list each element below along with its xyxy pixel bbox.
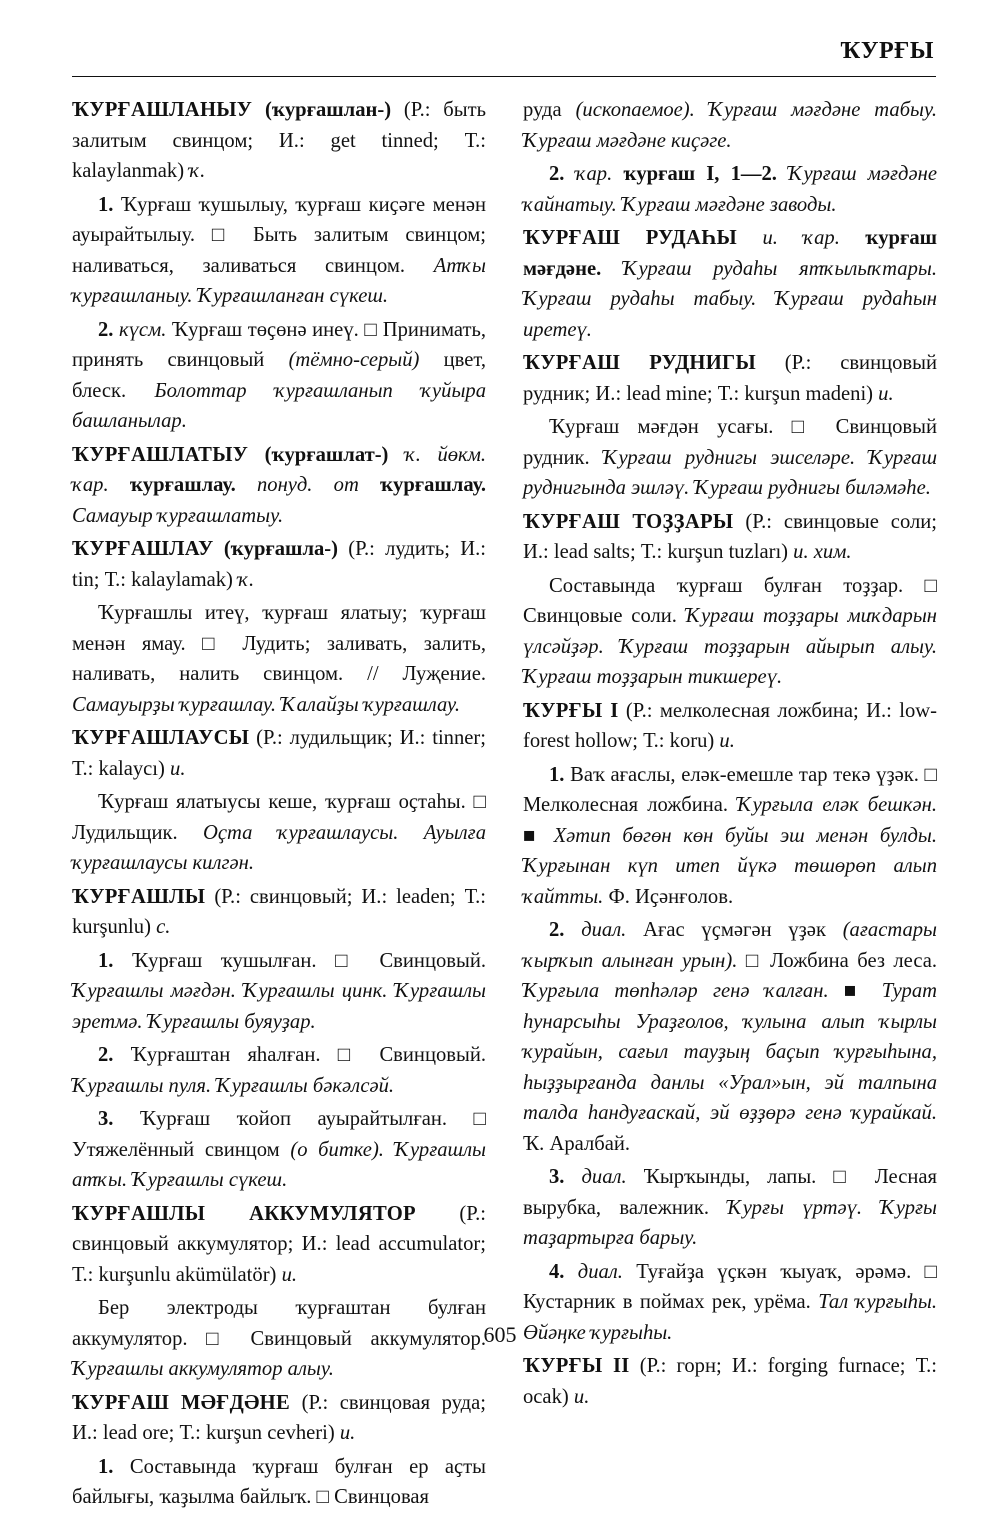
sense-paragraph [523,348,937,409]
headword: ҠУРҒАШ ТОҘҘАРЫ [523,510,734,533]
entry-text: ■ [828,980,882,1002]
entry-text: и. [719,730,735,752]
entry-paragraph [523,696,937,757]
headword: ҠУРҒЫ II [523,1355,630,1377]
sense-paragraph [523,412,937,504]
entry-paragraph [72,882,486,943]
entry-text: Ҡурғаш мәғдәне ҡайнатыу. Ҡурғаш мәғдәне заводы. [523,163,937,216]
entry-text: (Р.: лудить; И.: tin; Т.: kalaylamak) [72,538,486,591]
entry-text: Хәтип бөгөн көн буйы эш менән булды. Ҡурғынан күп итеп йүкә төшөрөп алып ҡайтты. [523,824,937,908]
sense-paragraph [72,1040,486,1101]
entry-text: ҡар. [564,163,613,185]
sense-paragraph [523,915,937,1159]
entry-text: Ҡурғыла төпһәләр генә ҡалған. [523,980,829,1002]
entry-text: понуд. от [235,474,359,496]
entry-text: 2. [549,163,565,185]
entry-text: Ҡ. Аралбай. [523,1132,631,1155]
entry-text: Самауырҙы ҡурғашлау. Ҡалайҙы ҡурғашлау. [72,693,460,716]
headword: ҠУРҒАШ РУДНИГЫ [523,352,756,374]
entry-text: Бер электроды ҡурғаштан булған аккумулятор. □ Свинцовый аккумулятор. [72,1297,486,1350]
entry-text: Ҡурғыла еләк бешкән. [737,794,937,816]
entry-paragraph [72,95,486,187]
sense-paragraph [523,1351,937,1412]
sense-paragraph [523,1162,937,1254]
header-rule [72,76,936,77]
sense-paragraph [523,159,937,220]
sense-paragraph [523,760,937,913]
entry-text: (Р.: свинцовый; И.: leaden; Т.: kurşunlu) [72,885,486,938]
entry-text: и. [281,1263,298,1286]
entry-text: Самауыр ҡурғашлатыу. [72,504,284,527]
entry-text: Ҡурғашлы мәғдән. Ҡурғашлы цинк. Ҡурғашлы эретмә. Ҡурғашлы буяуҙар. [72,980,486,1033]
sense-paragraph [72,946,486,1038]
entry-text: Ҡурғаш тоҙҙары миҡдарын үлсәйҙәр. Ҡурғаш тоҙҙарын айырып алыу. Ҡурғаш тоҙҙарын тикшереү. [523,605,937,688]
entry-text: Ваҡ ағаслы, еләк-емешле тар текә үҙәк. □ Мелколесная ложбина. [523,763,937,816]
headword: ҠУРҒАШЛАУСЫ [72,727,250,749]
entry-text: (Р.: мелколесная ложбина; И.: low-forest hollow; Т.: koru) [523,699,937,752]
entry-text: и. [339,1422,356,1444]
entry-text: и. хим. [793,541,852,563]
entry-text: с. [156,916,171,938]
entry-text: Составында ҡурғаш булған тоҙҙар. □ Свинцовые соли. [523,574,937,627]
sense-paragraph [523,223,937,345]
headword: ҠУРҒАШЛЫ [72,885,206,908]
entry-text: (ҡурғашла-) [213,538,339,560]
entry-text: 2. [549,919,565,941]
entry-text: (ҡурғашлат-) [248,443,389,466]
entry-text: 2. [98,1044,114,1066]
entry-text: Ҡурғашлы аккумулятор алыу. [72,1358,334,1380]
entry-text: (Р.: быть залитым свинцом; И.: get tinned; Т.: kalaylanmak) [72,99,486,182]
sense-paragraph [72,190,486,312]
entry-text: (ҡурғашлан-) [252,99,392,121]
headword: ҠУРҒАШЛАНЫУ [72,99,253,121]
entry-text: (ископаемое). Ҡурғаш мәғдәне табыу. Ҡурғаш мәғдәне киҫәге. [523,99,937,152]
page-number: 605 [483,1322,517,1347]
entry-text: Ағас үҫмәгән үҙәк [626,919,843,941]
entry-text: Ҡурғаш мәғдән усағы. □ Свинцовый рудник. [523,416,937,469]
entry-text: 1. [98,193,114,216]
entry-text: Ҡурғаш ҡойоп ауырайтылған. □ Утяжелённый свинцом [72,1108,486,1161]
entry-text: Болоттар ҡурғашланып ҡуйыра башланылар. [72,379,486,432]
headword: ҠУРҒАШЛЫ АККУМУЛЯТОР [72,1202,416,1225]
entry-text: (Р.: свинцовые соли; И.: lead salts; Т.: kurşun tuzları) [523,510,937,563]
entry-paragraph [72,534,486,595]
entry-text: Ҡурғаш ҡушылыу, ҡурғаш киҫәге менән ауырайтылыу. □ Быть залитым свинцом; наливаться, заливаться свинцом. [72,193,486,277]
entry-text: Ҡурғашлы итеү, ҡурғаш ялатыу; ҡурғаш менән ямау. □ Лудить; заливать, залить, наливать, налить свинцом. // Луҗение. [72,602,486,685]
entry-text: Атҡы ҡурғашланыу. Ҡурғашланған сүкеш. [72,254,486,307]
entry-text: 1. [549,763,565,786]
running-head: ҠУРҒЫ [840,38,934,64]
entry-paragraph [523,507,937,568]
entry-text: (Р.: свинцовая руда; И.: lead ore; Т.: kurşun cevheri) [72,1391,486,1444]
entry-text: ҡурғаш I, 1—2. [612,163,777,185]
entry-text: цвет, блеск. [72,349,487,402]
entry-text: □ Ложбина без леса. [737,949,938,972]
entry-text: күсм. [113,318,167,341]
entry-text: Оҫта ҡурғашлаусы. Ауылға ҡурғашлаусы килгән. [72,821,486,874]
entry-text: Ф. Иҫәнғолов. [603,885,734,908]
entry-text: 4. [549,1260,565,1283]
headword: ҠУРҒАШЛАТЫУ [72,443,249,466]
right-column [523,95,937,1415]
entry-text: и. ҡар. [737,227,840,249]
headword: ҠУРҒАШЛАУ [72,538,214,560]
entry-text: Турат һунарсыһы Ураҙғолов, ҡулына алып ҡырлы ҡурайын, сағыл тауҙың баҫып ҡурғыһына, һыҙҙырғанда данлы «Урал»ын, эй талпына талда һандуғаскай, эй өҙҙөрә генә ҡурайкай. [523,980,937,1124]
sense-paragraph [72,787,486,879]
entry-text: ҡ. йөкм. ҡар. [72,443,486,496]
entry-text: Ҡурғаш руднигы эшселәре. Ҡурғаш руднигында эшләү. Ҡурғаш руднигы биләмәһе. [523,446,937,499]
sense-paragraph [72,315,486,437]
entry-text: 2. [98,318,114,341]
entry-text: 1. [98,1455,114,1478]
sense-paragraph [72,598,486,720]
entry-text: руда [523,99,576,121]
entry-text: диал. [564,1166,627,1188]
entry-text: Составында ҡурғаш булған ер аҫты байлығы, ҡаҙылма байлыҡ. □ Свинцовая [72,1455,486,1508]
headword: ҠУРҒАШ МӘҒДӘНЕ [72,1391,291,1414]
sense-paragraph [72,1452,486,1513]
sense-paragraph [72,1104,486,1196]
entry-text: 1. [98,949,114,972]
entry-text: Ҡурғашлы пуля. Ҡурғашлы бәкәлсәй. [72,1074,395,1097]
entry-text: 3. [549,1166,565,1188]
entry-text: (Р.: лудильщик; И.: tinner; Т.: kalaycı) [72,727,486,780]
entry-text: Ҡурғаштан яһалған. □ Свинцовый. [113,1044,486,1066]
entry-text: ҡ. [238,568,255,591]
entry-text: Ҡурғаш ялатыусы кеше, ҡурғаш оҫтаһы. □ Лудильщик. [72,791,486,844]
entry-text: Ҡурғы үртәү. Ҡурғы таҙартырға барыу. [523,1196,937,1249]
entry-text: (Р.: свинцовый аккумулятор; И.: lead accumulator; Т.: kurşunlu akümülatör) [72,1202,486,1286]
entry-paragraph [72,1388,486,1449]
entry-text: Ҡурғаш ҡушылған. □ Свинцовый. [113,949,486,972]
entry-paragraph [72,723,486,784]
entry-text: диал. [564,1260,623,1283]
entry-text: и. [878,382,894,405]
entry-text: ҡурғашлау. [358,474,486,496]
entry-text: (Р.: горн; И.: forging furnace; Т.: ocak) [523,1355,937,1408]
entry-text: ҡурғаш мәғдәне. [523,227,938,280]
entry-text: и. [573,1385,590,1408]
entry-text: и. [170,757,186,780]
entry-text: (ағастары ҡырҡып алынған урын). [523,919,937,972]
entry-paragraph [72,440,486,532]
entry-text: диал. [564,919,627,941]
entry-text: ҡ. [189,160,206,182]
entry-text: (тёмно-серый) [288,349,420,371]
entry-text: 3. [98,1108,114,1130]
headword: ҠУРҒАШ РУДАҺЫ [523,227,738,249]
entry-text: (о битке). Ҡурғашлы атҡы. Ҡурғашлы сүкеш. [72,1138,487,1191]
entry-text: (Р.: свинцовый рудник; И.: lead mine; Т.: kurşun madeni) [523,352,937,405]
entry-text: Тал ҡурғыһы. Өйәңке ҡурғыһы. [523,1291,937,1344]
left-column [72,95,486,1516]
entry-paragraph [523,95,937,156]
headword: ҠУРҒЫ I [523,699,619,722]
entry-text: Туғайҙа үҫкән ҡыуаҡ, әрәмә. □ Кустарник в поймах рек, урёма. [523,1260,937,1313]
entry-text: Ҡурғаш төҫөнә инеү. □ Принимать, принять свинцовый [72,318,486,371]
entry-text: Ҡырҡынды, лапы. □ Лесная вырубка, валежник. [523,1166,937,1219]
entry-paragraph [72,1199,486,1291]
entry-text: ҡурғашлау. [108,474,236,496]
sense-paragraph [523,571,937,693]
entry-text: Ҡурғаш рудаһы ятҡылыҡтары. Ҡурғаш рудаһы табыу. Ҡурғаш рудаһын иретеү. [523,257,937,341]
entry-text: ■ [523,824,554,847]
